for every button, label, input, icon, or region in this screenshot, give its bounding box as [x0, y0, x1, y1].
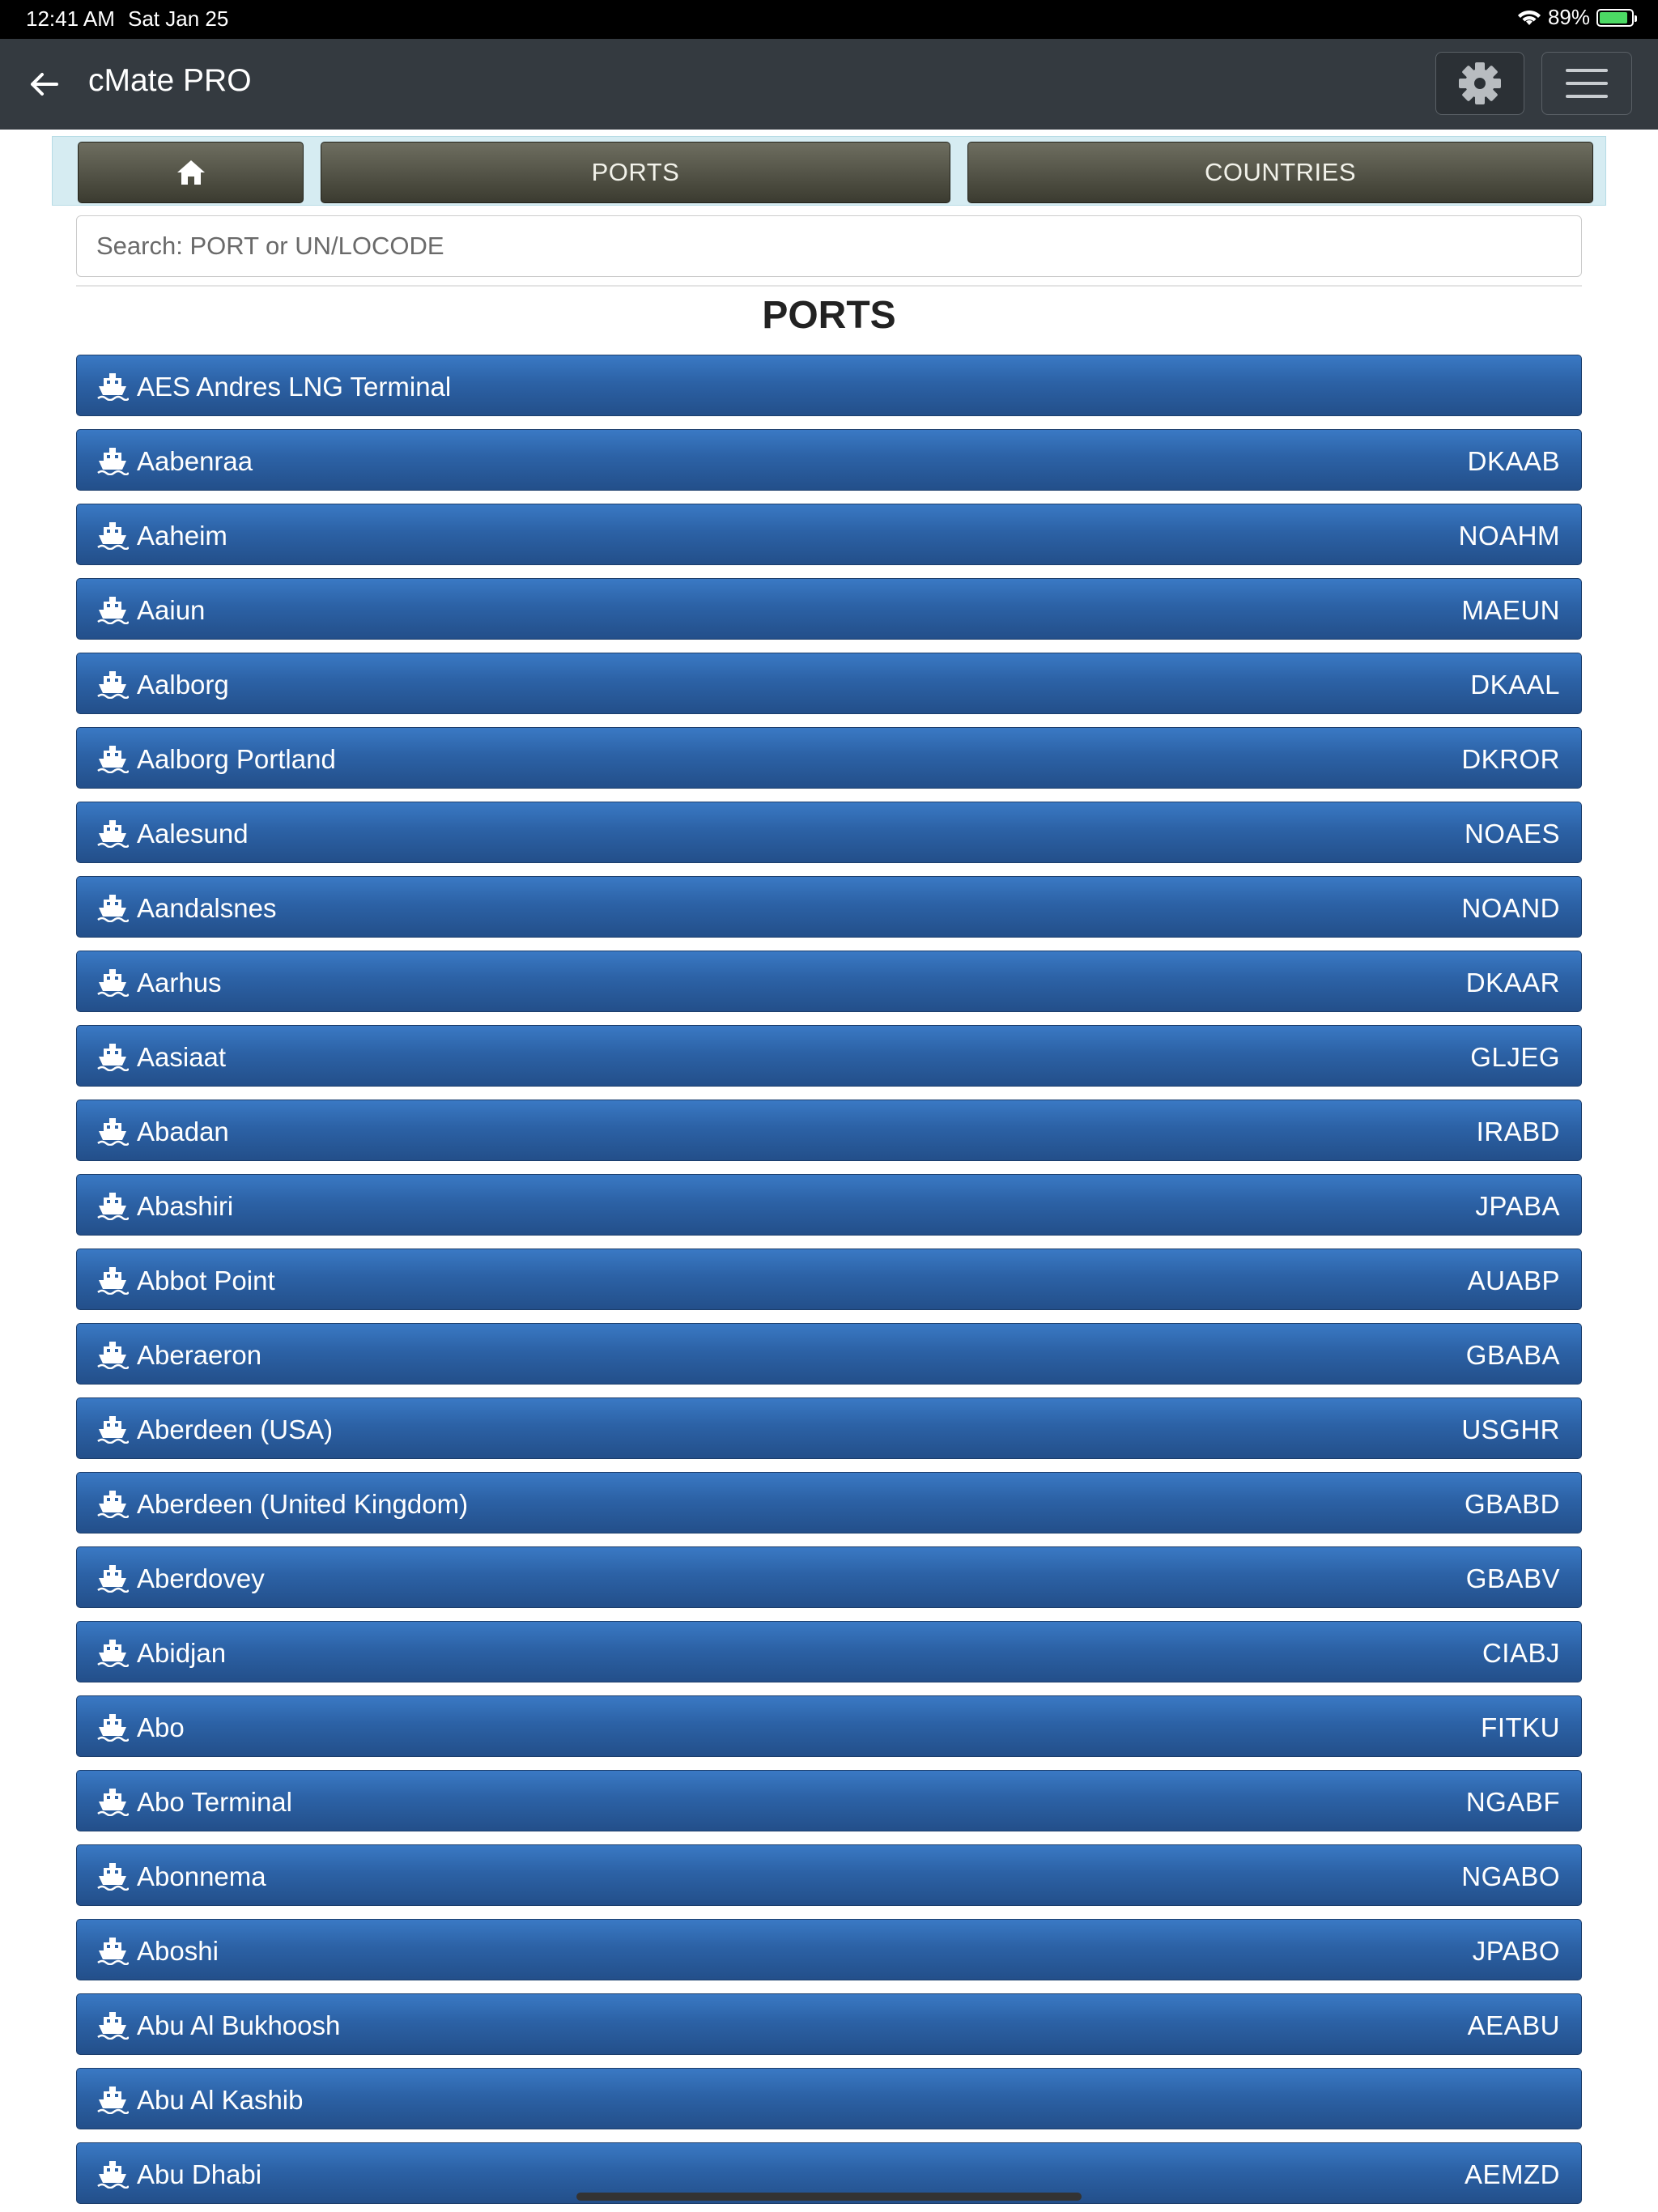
ship-icon [96, 521, 129, 550]
battery-percent: 89% [1547, 5, 1590, 29]
settings-button[interactable] [1435, 52, 1524, 115]
port-code: AUABP [1467, 1266, 1560, 1295]
port-row[interactable] [76, 2068, 1582, 2129]
search-input[interactable] [76, 215, 1582, 277]
port-row[interactable] [76, 1472, 1582, 1534]
port-row[interactable] [76, 1174, 1582, 1236]
port-name: Abashiri [137, 1191, 234, 1221]
tab-ports[interactable]: PORTS [321, 142, 950, 203]
ship-icon [96, 1638, 129, 1667]
battery-icon [1596, 9, 1634, 27]
port-name: Aarhus [137, 968, 222, 998]
port-row[interactable] [76, 1695, 1582, 1757]
ship-icon [96, 1489, 129, 1518]
port-name: Abo [137, 1712, 185, 1742]
port-name: Abbot Point [137, 1266, 275, 1295]
ship-icon [96, 968, 129, 997]
gear-icon [1456, 59, 1504, 108]
back-arrow-icon[interactable] [21, 62, 66, 107]
ship-icon [96, 1266, 129, 1295]
port-code: NOAES [1464, 819, 1560, 849]
status-time: 12:41 AM [26, 6, 115, 31]
port-row[interactable] [76, 802, 1582, 863]
port-code: GLJEG [1470, 1042, 1560, 1072]
port-row[interactable] [76, 1100, 1582, 1161]
status-date: Sat Jan 25 [128, 6, 229, 31]
port-row[interactable] [76, 1844, 1582, 1906]
port-name: Aboshi [137, 1936, 219, 1966]
port-code: DKROR [1461, 744, 1560, 774]
port-code: JPABA [1475, 1191, 1560, 1221]
port-code: CIABJ [1482, 1638, 1560, 1668]
port-name: Abo Terminal [137, 1787, 292, 1817]
ship-icon [96, 1563, 129, 1593]
port-code: NGABF [1465, 1787, 1560, 1817]
divider [76, 285, 1582, 287]
port-name: Abonnema [137, 1861, 266, 1891]
hamburger-icon [1564, 66, 1609, 101]
ship-icon [96, 893, 129, 922]
ship-icon [96, 1936, 129, 1965]
port-name: Aandalsnes [137, 893, 277, 923]
status-right [1517, 5, 1634, 30]
port-name: Abu Dhabi [137, 2159, 262, 2189]
port-code: NGABO [1461, 1861, 1560, 1891]
port-row[interactable] [76, 504, 1582, 565]
home-icon [175, 158, 207, 187]
ship-icon [96, 744, 129, 773]
home-indicator [576, 2193, 1082, 2201]
port-name: Aasiaat [137, 1042, 227, 1072]
section-title: PORTS [762, 294, 896, 337]
port-name: Aaiun [137, 595, 206, 625]
port-row[interactable] [76, 951, 1582, 1012]
port-name: AES Andres LNG Terminal [137, 372, 452, 402]
port-row[interactable] [76, 429, 1582, 491]
port-code: JPABO [1472, 1936, 1560, 1966]
tab-countries[interactable]: COUNTRIES [967, 142, 1593, 203]
ship-icon [96, 670, 129, 699]
port-name: Aalesund [137, 819, 249, 849]
port-row[interactable] [76, 1323, 1582, 1385]
port-row[interactable] [76, 1993, 1582, 2055]
tab-home[interactable] [78, 142, 304, 203]
port-code: NOAHM [1458, 521, 1560, 551]
port-name: Abidjan [137, 1638, 227, 1668]
ship-icon [96, 819, 129, 848]
port-name: Abu Al Kashib [137, 2085, 304, 2115]
port-name: Aalborg Portland [137, 744, 336, 774]
port-code: GBABD [1464, 1489, 1560, 1519]
port-row[interactable] [76, 1919, 1582, 1980]
port-row[interactable] [76, 578, 1582, 640]
port-code: DKAAR [1465, 968, 1560, 998]
port-row[interactable] [76, 355, 1582, 416]
menu-button[interactable] [1541, 52, 1632, 115]
wifi-icon [1517, 8, 1541, 28]
ship-icon [96, 372, 129, 401]
port-name: Aberaeron [137, 1340, 262, 1370]
port-row[interactable] [76, 1397, 1582, 1459]
port-name: Aberdeen (USA) [137, 1414, 334, 1444]
port-name: Aabenraa [137, 446, 253, 476]
ship-icon [96, 1414, 129, 1444]
app-title: cMate PRO [88, 63, 252, 98]
tab-bar [52, 136, 1606, 206]
ship-icon [96, 1191, 129, 1220]
port-code: GBABA [1465, 1340, 1560, 1370]
ship-icon [96, 1787, 129, 1816]
ship-icon [96, 595, 129, 624]
port-code: AEMZD [1465, 2159, 1560, 2189]
port-code: DKAAB [1467, 446, 1560, 476]
port-row[interactable] [76, 727, 1582, 789]
port-row[interactable] [76, 1621, 1582, 1682]
status-bar [0, 0, 1658, 39]
ship-icon [96, 1861, 129, 1891]
port-code: FITKU [1481, 1712, 1560, 1742]
port-row[interactable] [76, 1025, 1582, 1087]
port-name: Aalborg [137, 670, 229, 700]
port-code: NOAND [1461, 893, 1560, 923]
port-code: GBABV [1465, 1563, 1560, 1593]
ship-icon [96, 2159, 129, 2189]
port-name: Aberdeen (United Kingdom) [137, 1489, 469, 1519]
ship-icon [96, 446, 129, 475]
port-row[interactable] [76, 653, 1582, 714]
port-code: IRABD [1476, 1117, 1560, 1146]
port-name: Aaheim [137, 521, 227, 551]
navbar [0, 39, 1658, 130]
ship-icon [96, 1117, 129, 1146]
ship-icon [96, 2085, 129, 2114]
port-code: DKAAL [1470, 670, 1560, 700]
port-row[interactable] [76, 1249, 1582, 1310]
ship-icon [96, 1712, 129, 1742]
port-name: Abu Al Bukhoosh [137, 2010, 341, 2040]
port-name: Aberdovey [137, 1563, 265, 1593]
port-name: Abadan [137, 1117, 229, 1146]
port-code: USGHR [1461, 1414, 1560, 1444]
ship-icon [96, 1340, 129, 1369]
port-row[interactable] [76, 876, 1582, 938]
port-row[interactable] [76, 1546, 1582, 1608]
ship-icon [96, 1042, 129, 1071]
port-code: MAEUN [1461, 595, 1560, 625]
port-row[interactable] [76, 1770, 1582, 1831]
ship-icon [96, 2010, 129, 2040]
port-code: AEABU [1467, 2010, 1560, 2040]
